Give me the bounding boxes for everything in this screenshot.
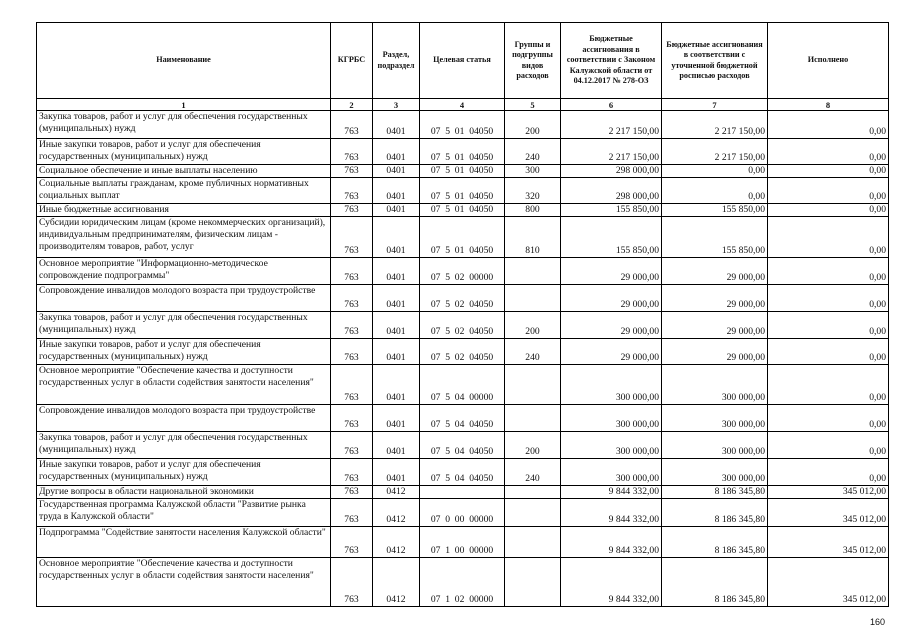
cell-group — [505, 285, 561, 312]
cell-kgrbs: 763 — [331, 217, 373, 258]
cell-group — [505, 486, 561, 499]
cell-group: 800 — [505, 204, 561, 217]
table-row — [37, 558, 889, 607]
cell-target: 07 5 04 04050 — [420, 405, 505, 432]
col-number: 2 — [331, 99, 373, 111]
cell-law: 298 000,00 — [561, 165, 662, 178]
cell-name: Основное мероприятие "Обеспечение качества и доступности государственных услуг в области содействия занятости населения" — [37, 558, 331, 607]
cell-kgrbs: 763 — [331, 258, 373, 285]
cell-refined: 155 850,00 — [662, 204, 768, 217]
cell-executed: 0,00 — [768, 139, 889, 165]
cell-group — [505, 499, 561, 527]
table-row — [37, 217, 889, 258]
cell-section: 0401 — [373, 258, 420, 285]
col-number: 8 — [768, 99, 889, 111]
cell-refined: 2 217 150,00 — [662, 111, 768, 139]
cell-law: 9 844 332,00 — [561, 558, 662, 607]
cell-kgrbs: 763 — [331, 165, 373, 178]
cell-group: 200 — [505, 312, 561, 339]
cell-group: 810 — [505, 217, 561, 258]
cell-group: 200 — [505, 432, 561, 459]
table-row — [37, 111, 889, 139]
cell-target: 07 5 01 04050 — [420, 165, 505, 178]
cell-name: Закупка товаров, работ и услуг для обеспечения государственных (муниципальных) нужд — [37, 312, 331, 339]
table-header-row — [37, 23, 889, 99]
cell-section: 0401 — [373, 459, 420, 486]
cell-law: 29 000,00 — [561, 339, 662, 365]
cell-kgrbs: 763 — [331, 486, 373, 499]
table-row — [37, 459, 889, 486]
cell-executed: 0,00 — [768, 432, 889, 459]
cell-group: 320 — [505, 178, 561, 204]
cell-name: Социальное обеспечение и иные выплаты населению — [37, 165, 331, 178]
cell-law: 9 844 332,00 — [561, 527, 662, 558]
cell-law: 155 850,00 — [561, 217, 662, 258]
cell-refined: 300 000,00 — [662, 432, 768, 459]
cell-name: Субсидии юридическим лицам (кроме некоммерческих организаций), индивидуальным предпринимателям, физическим лицам - производителям товаров, работ, услуг — [37, 217, 331, 258]
cell-law: 2 217 150,00 — [561, 139, 662, 165]
cell-target — [420, 486, 505, 499]
table-row — [37, 499, 889, 527]
col-number: 5 — [505, 99, 561, 111]
cell-law: 2 217 150,00 — [561, 111, 662, 139]
cell-name: Иные бюджетные ассигнования — [37, 204, 331, 217]
header-refined: Бюджетные ассигнования в соответствии с уточненной бюджетной росписью расходов — [662, 23, 768, 99]
cell-section: 0401 — [373, 139, 420, 165]
cell-executed: 0,00 — [768, 178, 889, 204]
cell-refined: 0,00 — [662, 178, 768, 204]
cell-executed: 0,00 — [768, 258, 889, 285]
cell-refined: 300 000,00 — [662, 405, 768, 432]
cell-law: 300 000,00 — [561, 432, 662, 459]
cell-executed: 345 012,00 — [768, 558, 889, 607]
cell-target: 07 5 01 04050 — [420, 217, 505, 258]
cell-refined: 300 000,00 — [662, 459, 768, 486]
cell-refined: 8 186 345,80 — [662, 527, 768, 558]
cell-target: 07 5 02 04050 — [420, 339, 505, 365]
cell-refined: 8 186 345,80 — [662, 558, 768, 607]
cell-target: 07 5 02 04050 — [420, 285, 505, 312]
cell-section: 0401 — [373, 432, 420, 459]
cell-section: 0401 — [373, 312, 420, 339]
cell-target: 07 5 01 04050 — [420, 204, 505, 217]
cell-name: Сопровождение инвалидов молодого возраста при трудоустройстве — [37, 405, 331, 432]
cell-kgrbs: 763 — [331, 365, 373, 405]
cell-section: 0401 — [373, 339, 420, 365]
cell-name: Основное мероприятие "Обеспечение качества и доступности государственных услуг в области содействия занятости населения" — [37, 365, 331, 405]
cell-name: Сопровождение инвалидов молодого возраста при трудоустройстве — [37, 285, 331, 312]
cell-name: Социальные выплаты гражданам, кроме публичных нормативных социальных выплат — [37, 178, 331, 204]
table-row — [37, 339, 889, 365]
cell-section: 0401 — [373, 204, 420, 217]
cell-refined: 29 000,00 — [662, 312, 768, 339]
cell-refined: 29 000,00 — [662, 258, 768, 285]
cell-group — [505, 527, 561, 558]
cell-executed: 0,00 — [768, 285, 889, 312]
cell-name: Закупка товаров, работ и услуг для обеспечения государственных (муниципальных) нужд — [37, 432, 331, 459]
table-row — [37, 405, 889, 432]
cell-refined: 300 000,00 — [662, 365, 768, 405]
header-groups: Группы и подгруппы видов расходов — [505, 23, 561, 99]
header-law: Бюджетные ассигнования в соответствии с Законом Калужской области от 04.12.2017 № 278-ОЗ — [561, 23, 662, 99]
cell-name: Другие вопросы в области национальной экономики — [37, 486, 331, 499]
cell-executed: 345 012,00 — [768, 527, 889, 558]
cell-executed: 345 012,00 — [768, 499, 889, 527]
cell-refined: 29 000,00 — [662, 285, 768, 312]
cell-target: 07 5 04 00000 — [420, 365, 505, 405]
cell-law: 9 844 332,00 — [561, 486, 662, 499]
cell-group: 200 — [505, 111, 561, 139]
table-row — [37, 312, 889, 339]
cell-target: 07 0 00 00000 — [420, 499, 505, 527]
cell-executed: 0,00 — [768, 111, 889, 139]
cell-refined: 0,00 — [662, 165, 768, 178]
cell-name: Подпрограмма "Содействие занятости населения Калужской области" — [37, 527, 331, 558]
col-number: 6 — [561, 99, 662, 111]
cell-group — [505, 405, 561, 432]
cell-target: 07 5 04 04050 — [420, 459, 505, 486]
cell-group: 240 — [505, 339, 561, 365]
table-row — [37, 258, 889, 285]
cell-law: 29 000,00 — [561, 285, 662, 312]
cell-name: Основное мероприятие "Информационно-методическое сопровождение подпрограммы" — [37, 258, 331, 285]
cell-kgrbs: 763 — [331, 111, 373, 139]
cell-law: 300 000,00 — [561, 459, 662, 486]
cell-refined: 29 000,00 — [662, 339, 768, 365]
table-row — [37, 486, 889, 499]
cell-section: 0412 — [373, 499, 420, 527]
table-row — [37, 139, 889, 165]
cell-kgrbs: 763 — [331, 527, 373, 558]
column-number-row — [37, 99, 889, 111]
cell-section: 0412 — [373, 527, 420, 558]
cell-target: 07 5 01 04050 — [420, 178, 505, 204]
header-name: Наименование — [37, 23, 331, 99]
cell-name: Иные закупки товаров, работ и услуг для обеспечения государственных (муниципальных) нужд — [37, 139, 331, 165]
cell-kgrbs: 763 — [331, 499, 373, 527]
table-row — [37, 432, 889, 459]
cell-law: 155 850,00 — [561, 204, 662, 217]
cell-executed: 0,00 — [768, 459, 889, 486]
cell-section: 0401 — [373, 178, 420, 204]
cell-executed: 0,00 — [768, 365, 889, 405]
col-number: 3 — [373, 99, 420, 111]
cell-target: 07 1 02 00000 — [420, 558, 505, 607]
cell-target: 07 5 01 04050 — [420, 139, 505, 165]
cell-section: 0401 — [373, 405, 420, 432]
cell-kgrbs: 763 — [331, 204, 373, 217]
cell-section: 0401 — [373, 365, 420, 405]
cell-target: 07 5 04 04050 — [420, 432, 505, 459]
cell-kgrbs: 763 — [331, 405, 373, 432]
cell-law: 298 000,00 — [561, 178, 662, 204]
cell-section: 0401 — [373, 111, 420, 139]
cell-section: 0412 — [373, 558, 420, 607]
col-number: 7 — [662, 99, 768, 111]
header-target: Целевая статья — [420, 23, 505, 99]
header-executed: Исполнено — [768, 23, 889, 99]
cell-refined: 2 217 150,00 — [662, 139, 768, 165]
cell-kgrbs: 763 — [331, 432, 373, 459]
cell-group — [505, 258, 561, 285]
budget-table — [36, 22, 889, 607]
page-number: 160 — [869, 617, 885, 627]
cell-group: 240 — [505, 459, 561, 486]
cell-executed: 0,00 — [768, 204, 889, 217]
cell-target: 07 1 00 00000 — [420, 527, 505, 558]
cell-executed: 345 012,00 — [768, 486, 889, 499]
cell-refined: 155 850,00 — [662, 217, 768, 258]
cell-kgrbs: 763 — [331, 312, 373, 339]
cell-kgrbs: 763 — [331, 459, 373, 486]
cell-law: 29 000,00 — [561, 258, 662, 285]
cell-target: 07 5 01 04050 — [420, 111, 505, 139]
cell-section: 0401 — [373, 285, 420, 312]
cell-kgrbs: 763 — [331, 285, 373, 312]
cell-executed: 0,00 — [768, 405, 889, 432]
cell-kgrbs: 763 — [331, 178, 373, 204]
cell-refined: 8 186 345,80 — [662, 499, 768, 527]
cell-law: 9 844 332,00 — [561, 499, 662, 527]
cell-kgrbs: 763 — [331, 558, 373, 607]
cell-kgrbs: 763 — [331, 339, 373, 365]
table-row — [37, 285, 889, 312]
table-row — [37, 527, 889, 558]
table-row — [37, 178, 889, 204]
cell-section: 0401 — [373, 217, 420, 258]
header-section: Раздел, подраздел — [373, 23, 420, 99]
table-row — [37, 365, 889, 405]
cell-group: 300 — [505, 165, 561, 178]
cell-group: 240 — [505, 139, 561, 165]
cell-executed: 0,00 — [768, 312, 889, 339]
cell-law: 29 000,00 — [561, 312, 662, 339]
cell-kgrbs: 763 — [331, 139, 373, 165]
cell-executed: 0,00 — [768, 217, 889, 258]
cell-name: Закупка товаров, работ и услуг для обеспечения государственных (муниципальных) нужд — [37, 111, 331, 139]
cell-refined: 8 186 345,80 — [662, 486, 768, 499]
cell-name: Иные закупки товаров, работ и услуг для обеспечения государственных (муниципальных) нужд — [37, 459, 331, 486]
cell-group — [505, 558, 561, 607]
cell-law: 300 000,00 — [561, 405, 662, 432]
cell-section: 0412 — [373, 486, 420, 499]
header-kgrbs: КГРБС — [331, 23, 373, 99]
cell-executed: 0,00 — [768, 339, 889, 365]
col-number: 4 — [420, 99, 505, 111]
cell-group — [505, 365, 561, 405]
cell-executed: 0,00 — [768, 165, 889, 178]
table-row — [37, 204, 889, 217]
cell-law: 300 000,00 — [561, 365, 662, 405]
cell-section: 0401 — [373, 165, 420, 178]
table-row — [37, 165, 889, 178]
cell-name: Государственная программа Калужской области "Развитие рынка труда в Калужской области" — [37, 499, 331, 527]
cell-target: 07 5 02 04050 — [420, 312, 505, 339]
col-number: 1 — [37, 99, 331, 111]
cell-name: Иные закупки товаров, работ и услуг для обеспечения государственных (муниципальных) нужд — [37, 339, 331, 365]
cell-target: 07 5 02 00000 — [420, 258, 505, 285]
